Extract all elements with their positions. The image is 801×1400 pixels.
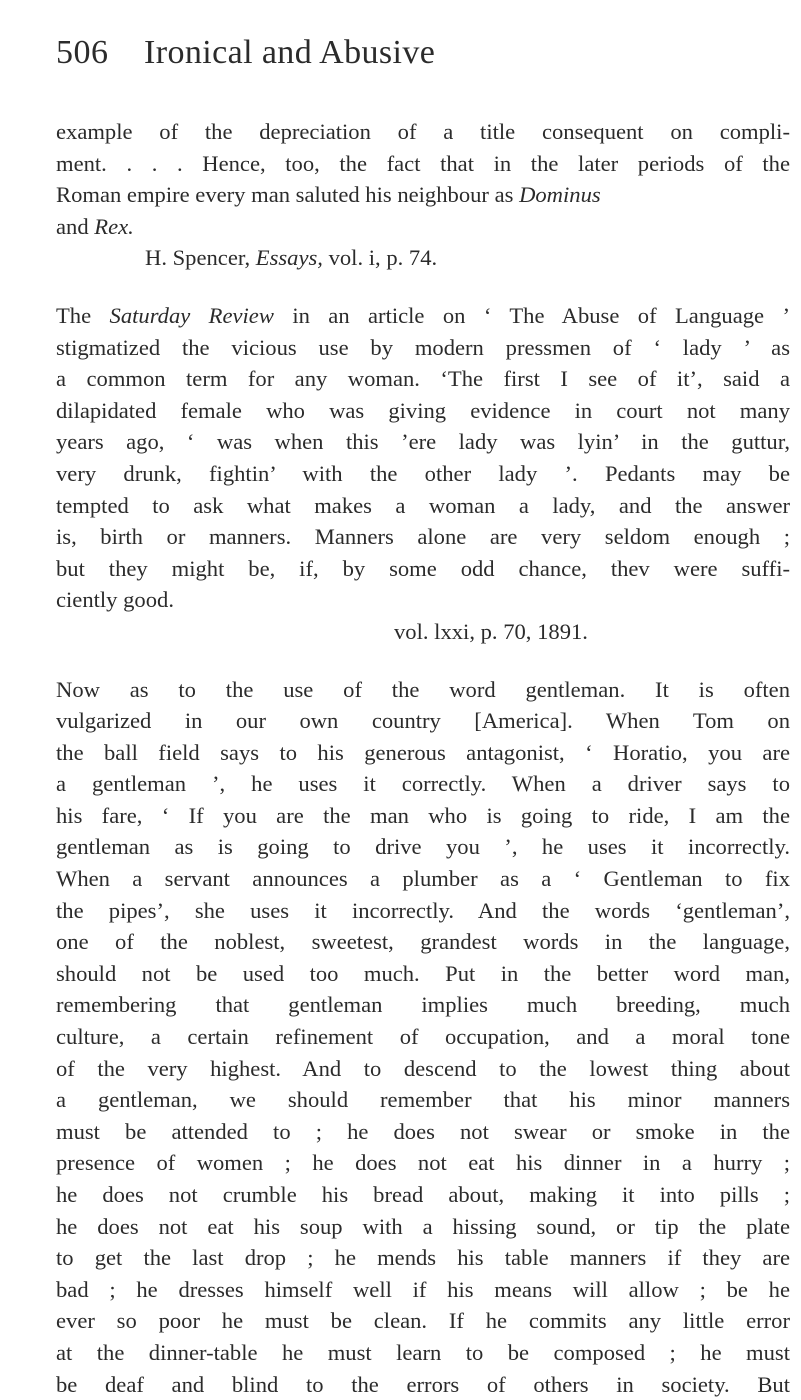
text-line: When a servant announces a plumber as a ‘ Gentleman to fix: [56, 863, 790, 895]
text-line: at the dinner-table he must learn to be composed ; he must: [56, 1337, 790, 1369]
text-line: of the very highest. And to descend to the lowest thing about: [56, 1053, 790, 1085]
paragraph-gentleman: [56, 674, 790, 1400]
text-line: but they might be, if, by some odd chance, thev were suffi-: [56, 553, 790, 585]
text-line: his fare, ‘ If you are the man who is going to ride, I am the: [56, 800, 790, 832]
citation-saturday-review: vol. lxxi, p. 70, 1891.: [56, 616, 790, 648]
text-line: tempted to ask what makes a woman a lady, and the answer: [56, 490, 790, 522]
text-line: example of the depreciation of a title consequent on compli-: [56, 116, 790, 148]
text-line: vulgarized in our own country [America]. When Tom on: [56, 705, 790, 737]
word-dominus: Dominus: [519, 182, 601, 207]
text-line: dilapidated female who was giving evidence in court not many: [56, 395, 790, 427]
page-number: 506: [56, 34, 144, 72]
text-line: bad ; he dresses himself well if his means will allow ; be he: [56, 1274, 790, 1306]
text-line: ever so poor he must be clean. If he commits any little error: [56, 1305, 790, 1337]
text-line: culture, a certain refinement of occupation, and a moral tone: [56, 1021, 790, 1053]
text-line: he does not eat his soup with a hissing sound, or tip the plate: [56, 1211, 790, 1243]
text-line: the pipes’, she uses it incorrectly. And the words ‘gentleman’,: [56, 895, 790, 927]
text-line: stigmatized the vicious use by modern pressmen of ‘ lady ’ as: [56, 332, 790, 364]
text-line: years ago, ‘ was when this ’ere lady was lyin’ in the guttur,: [56, 426, 790, 458]
text-line: ciently good.: [56, 584, 790, 616]
text-line: The Saturday Review in an article on ‘ The Abuse of Language ’: [56, 300, 790, 332]
text-line: a gentleman ’, he uses it correctly. When a driver says to: [56, 768, 790, 800]
text-line: one of the noblest, sweetest, grandest words in the language,: [56, 926, 790, 958]
text-line: he does not crumble his bread about, making it into pills ;: [56, 1179, 790, 1211]
quote-saturday-review: [56, 300, 790, 648]
citation-spencer: H. Spencer, Essays, vol. i, p. 74.: [56, 242, 790, 274]
running-title: Ironical and Abusive: [144, 34, 435, 72]
text-line: must be attended to ; he does not swear or smoke in the: [56, 1116, 790, 1148]
text-line: is, birth or manners. Manners alone are very seldom enough ;: [56, 521, 790, 553]
text-line: remembering that gentleman implies much breeding, much: [56, 989, 790, 1021]
text-line: be deaf and blind to the errors of others in society. But: [56, 1369, 790, 1400]
text-line: presence of women ; he does not eat his dinner in a hurry ;: [56, 1147, 790, 1179]
text-line: Roman empire every man saluted his neighbour as Dominus: [56, 179, 790, 211]
text-line: gentleman as is going to drive you ’, he uses it incorrectly.: [56, 831, 790, 863]
page-header: [56, 34, 790, 90]
title-saturday-review: Saturday Review: [110, 303, 274, 328]
text-line: Now as to the use of the word gentleman. It is often: [56, 674, 790, 706]
text-line: a gentleman, we should remember that his minor manners: [56, 1084, 790, 1116]
text-line: a common term for any woman. ‘The first I see of it’, said a: [56, 363, 790, 395]
quote-spencer: [56, 116, 790, 274]
text-line: and Rex.: [56, 211, 790, 243]
book-page: [56, 34, 790, 1400]
text-line: should not be used too much. Put in the better word man,: [56, 958, 790, 990]
text-line: the ball field says to his generous antagonist, ‘ Horatio, you are: [56, 737, 790, 769]
text-line: to get the last drop ; he mends his table manners if they are: [56, 1242, 790, 1274]
text-line: ment. . . . Hence, too, the fact that in the later periods of the: [56, 148, 790, 180]
text-line: very drunk, fightin’ with the other lady ’. Pedants may be: [56, 458, 790, 490]
word-rex: Rex.: [94, 214, 134, 239]
